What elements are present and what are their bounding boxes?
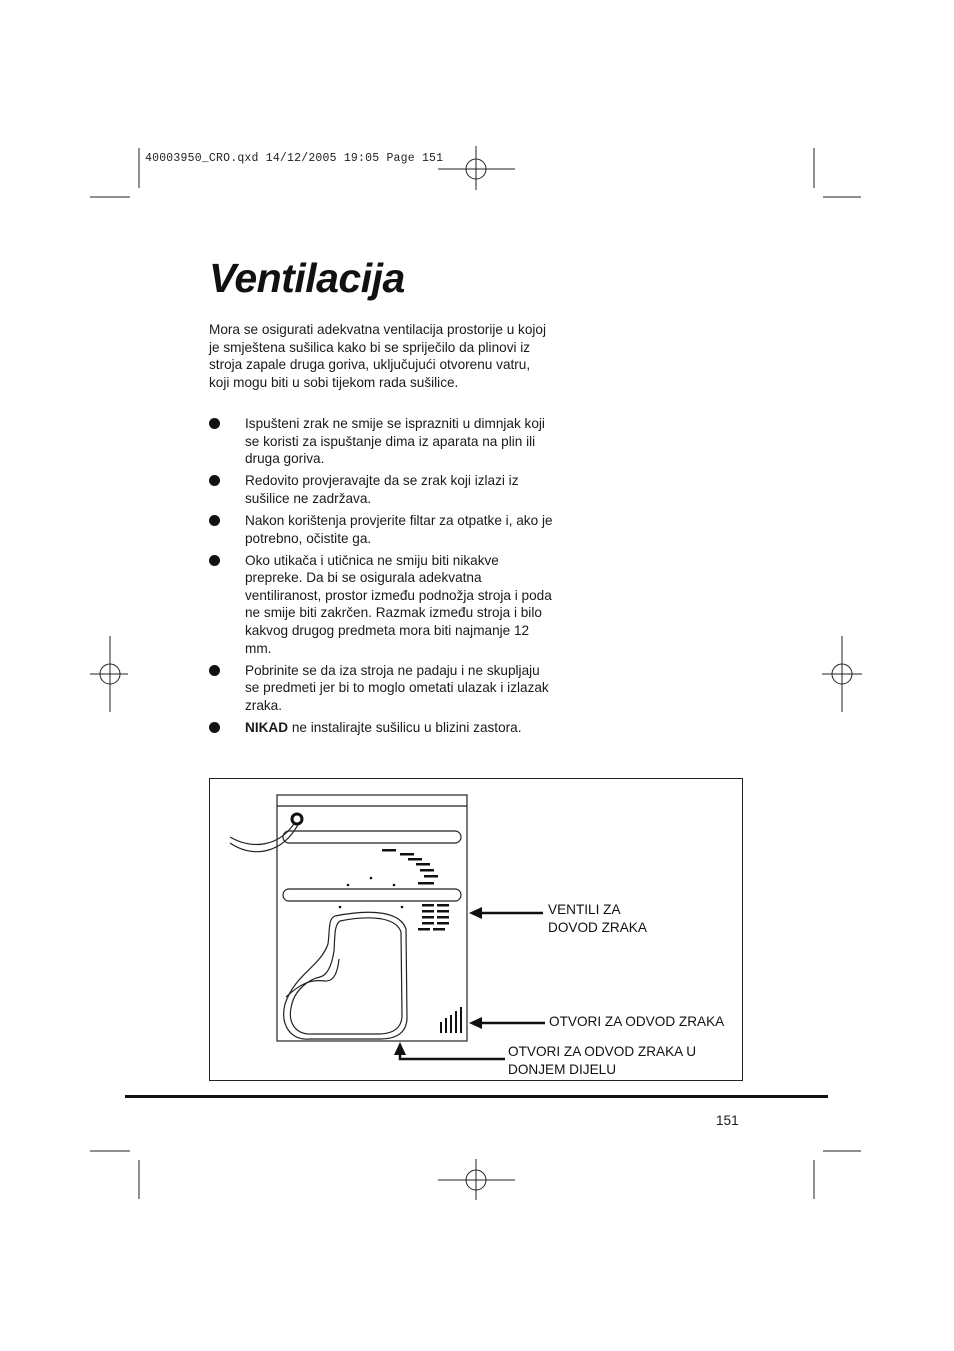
- dryer-illustration: [210, 779, 741, 1079]
- bullet-item: Redovito provjeravajte da se zrak koji izlazi iz sušilice ne zadržava.: [209, 472, 554, 507]
- bullet-dot-icon: [209, 555, 220, 566]
- print-slug: 40003950_CRO.qxd 14/12/2005 19:05 Page 151: [145, 152, 444, 165]
- registration-mark-left: [90, 636, 128, 712]
- dryer-ventilation-figure: [209, 778, 743, 1081]
- safety-bullet-list: [209, 415, 554, 741]
- registration-mark-bottom: [438, 1159, 515, 1200]
- bullet-item: NIKAD ne instalirajte sušilicu u blizini zastora.: [209, 719, 554, 737]
- bullet-dot-icon: [209, 665, 220, 676]
- registration-mark-right: [822, 636, 862, 712]
- bottom-exhaust-label: OTVORI ZA ODVOD ZRAKA U DONJEM DIJELU: [508, 1044, 697, 1077]
- bullet-dot-icon: [209, 515, 220, 526]
- footer-rule: [125, 1095, 828, 1098]
- intake-vents: [418, 904, 449, 931]
- bullet-dot-icon: [209, 722, 220, 733]
- bullet-item: Pobrinite se da iza stroja ne padaju i ne skupljaju se predmeti jer bi to moglo ometati ulazak i izlazak zraka.: [209, 662, 554, 715]
- filter-strip: [283, 889, 461, 901]
- bullet-dot-icon: [209, 475, 220, 486]
- bullet-dot-icon: [209, 418, 220, 429]
- bullet-item: Ispušteni zrak ne smije se isprazniti u dimnjak koji se koristi za ispuštanje dima iz aparata na plin ili druga goriva.: [209, 415, 554, 468]
- exhaust-openings-label: OTVORI ZA ODVOD ZRAKA: [549, 1014, 725, 1029]
- bullet-item: Nakon korištenja provjerite filtar za otpatke i, ako je potrebno, očistite ga.: [209, 512, 554, 547]
- registration-mark-top: [438, 146, 515, 190]
- page-title: Ventilacija: [209, 255, 405, 301]
- page-number: 151: [716, 1113, 739, 1128]
- panel-dashes: [339, 849, 438, 908]
- bullet-item: Oko utikača i utičnica ne smiju biti nikakve prepreke. Da bi se osigurala adekvatna ventiliranost, prostor između podnožja stroja i poda ne smije biti zakrčen. Razmak između stroja i bilo kakvog drugog predmeta mora biti najmanje 12 mm.: [209, 552, 554, 658]
- intake-vents-label: VENTILI ZA DOVOD ZRAKA: [548, 902, 647, 935]
- intro-paragraph: Mora se osigurati adekvatna ventilacija prostorije u kojoj je smještena sušilica kako bi se spriječilo da plinovi iz stroja zapale druga goriva, uključujući otvorenu vatru, koji mogu biti u sobi tijekom rada sušilice.: [209, 322, 546, 390]
- control-strip: [283, 831, 461, 843]
- plug-icon: [292, 814, 302, 824]
- exhaust-slots: [440, 1007, 462, 1033]
- door-outline: [284, 912, 407, 1039]
- power-cord: [230, 819, 297, 844]
- never-emphasis: NIKAD: [245, 720, 289, 735]
